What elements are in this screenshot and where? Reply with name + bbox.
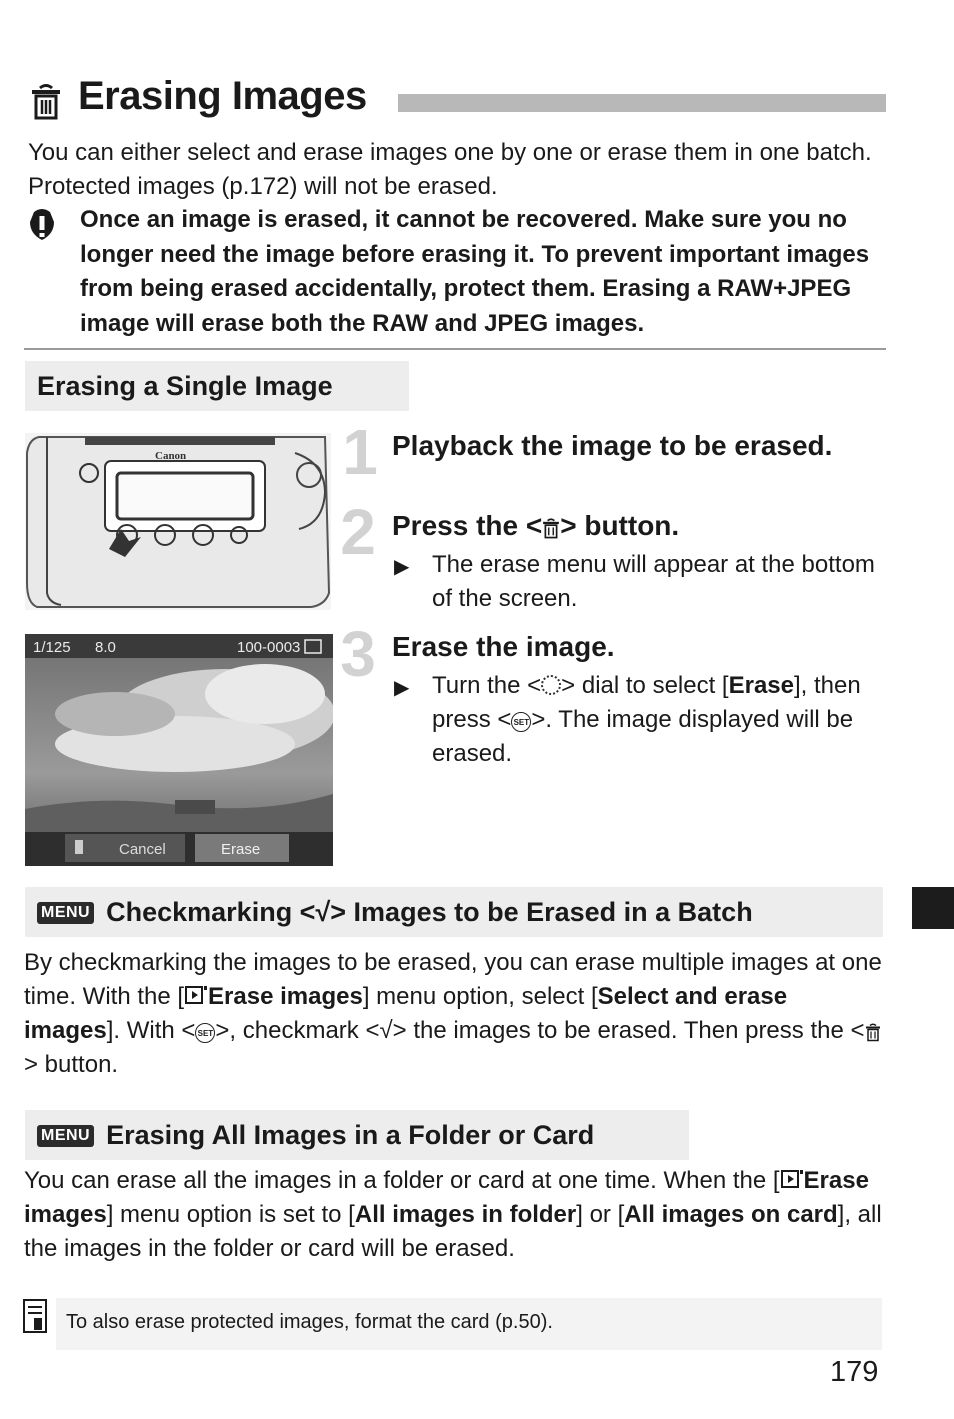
chapter-tab [912,887,954,929]
section-heading-single: Erasing a Single Image [25,361,409,411]
note-icon [22,1298,48,1334]
step-bullet: ▶ Turn the < > dial to select [Erase], then press < SET>. The image displayed will be erased. [394,672,861,767]
play-icon [184,984,208,1006]
set-button-icon: SET [511,712,531,732]
trash-icon [865,1022,881,1042]
play-icon: ▶ [394,677,410,699]
step-title: Erase the image. [392,631,615,662]
menu-badge: MENU [37,1125,94,1147]
note-text: To also erase protected images, format the card (p.50). [66,1311,553,1333]
trash-icon [542,517,560,539]
step-number: 3 [340,618,376,690]
title-decoration-bar [398,94,886,112]
step-title: Press the < > button. [392,510,680,541]
play-icon: ▶ [394,556,410,578]
page-number: 179 [830,1356,879,1388]
batch-paragraph: By checkmarking the images to be erased, you can erase multiple images at one time. With the [ Erase images] menu option, select [Select and erase images]. With < SET>, checkmark <√> the images to be erased. Then press the <> button. [24,949,882,1078]
step-title: Playback the image to be erased. [392,430,833,461]
section-heading-all: MENU Erasing All Images in a Folder or Card [25,1110,689,1160]
trash-icon [30,82,62,120]
page-title-row [30,72,890,124]
divider [24,348,886,350]
lcd-erase-option: Erase [221,841,261,858]
page-title: Erasing Images [78,74,367,118]
menu-badge: MENU [37,902,94,924]
section-heading-batch: MENU Checkmarking <√> Images to be Erased in a Batch [25,887,883,937]
lcd-aperture: 8.0 [95,639,116,656]
caution-icon [24,208,60,244]
lcd-file-number: 100-0003 [237,639,301,656]
set-button-icon: SET [195,1023,215,1043]
lcd-shutter: 1/125 [33,639,71,656]
all-images-paragraph: You can erase all the images in a folder or card at one time. When the [ Erase images] menu option is set to [All images in folder] or [All images on card], all the images in the folder or card will be erased. [24,1167,882,1262]
play-icon [780,1168,804,1190]
caution-text: Once an image is erased, it cannot be recovered. Make sure you no longer need the image before erasing it. To prevent important images from being erased accidentally, protect them. Erasing a RAW+JPEG image will erase both the RAW and JPEG images. [80,206,870,337]
intro-paragraph: You can either select and erase images one by one or erase them in one batch. Protected images (p.172) will not be erased. [28,139,872,200]
camera-brand: Canon [155,450,187,462]
camera-back-illustration [25,433,331,610]
step-bullet: ▶ The erase menu will appear at the bottom of the screen. [394,551,875,612]
step-number: 1 [342,416,378,488]
dial-icon [541,675,561,695]
lcd-screen-illustration [25,634,333,866]
step-number: 2 [340,496,376,568]
lcd-cancel-option: Cancel [119,841,166,858]
